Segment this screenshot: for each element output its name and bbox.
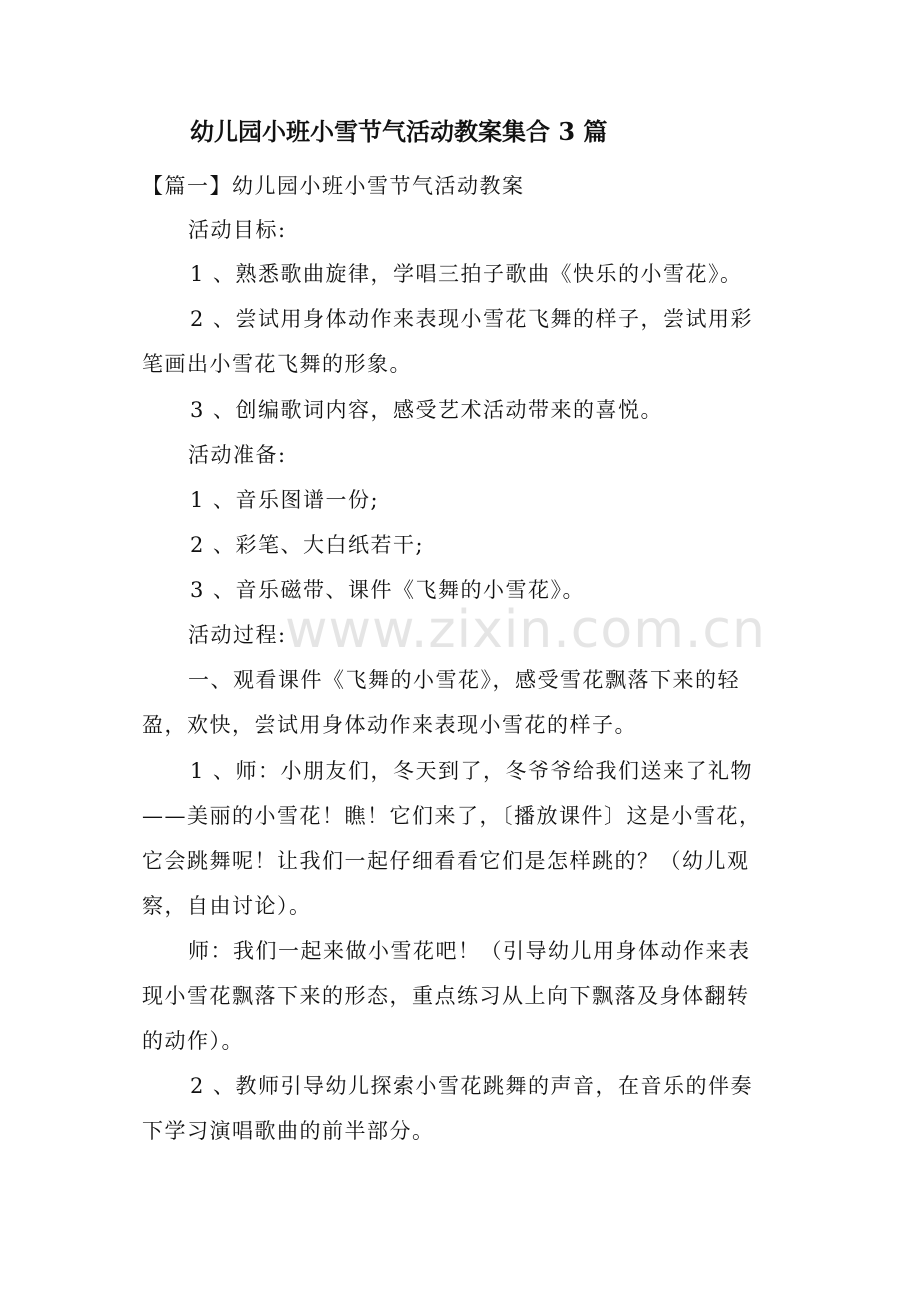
paragraph-line: 它会跳舞呢！让我们一起仔细看看它们是怎样跳的？（幼儿观	[142, 849, 750, 873]
document-title: 幼儿园小班小雪节气活动教案集合 3 篇	[190, 117, 608, 146]
paragraph-line: 3 、音乐磁带、课件《飞舞的小雪花》。	[190, 578, 586, 602]
paragraph-line: 1 、师：小朋友们，冬天到了，冬爷爷给我们送来了礼物	[190, 759, 754, 783]
paragraph-line: 笔画出小雪花飞舞的形象。	[142, 352, 412, 376]
paragraph-line: 活动过程:	[188, 623, 287, 647]
paragraph-line: ——美丽的小雪花！瞧！它们来了，〔播放课件〕这是小雪花，	[142, 804, 762, 828]
paragraph-line: 2 、教师引导幼儿探索小雪花跳舞的声音，在音乐的伴奏	[190, 1074, 754, 1098]
paragraph-line: 盈，欢快，尝试用身体动作来表现小雪花的样子。	[142, 713, 637, 737]
paragraph-line: 师：我们一起来做小雪花吧！（引导幼儿用身体动作来表	[188, 939, 751, 963]
paragraph-line: 2 、尝试用身体动作来表现小雪花飞舞的样子，尝试用彩	[190, 307, 754, 331]
section-heading: 【篇一】幼儿园小班小雪节气活动教案	[142, 174, 525, 198]
paragraph-line: 2 、彩笔、大白纸若干;	[190, 533, 425, 557]
paragraph-line: 一、观看课件《飞舞的小雪花》，感受雪花飘落下来的轻	[188, 668, 740, 692]
watermark: www.zixin.com.cn	[285, 600, 766, 660]
paragraph-line: 活动目标:	[188, 218, 287, 242]
paragraph-line: 活动准备:	[188, 443, 287, 467]
paragraph-line: 1 、音乐图谱一份;	[190, 488, 380, 512]
paragraph-line: 察，自由讨论）。	[142, 894, 312, 918]
paragraph-line: 3 、创编歌词内容，感受艺术活动带来的喜悦。	[190, 398, 664, 422]
paragraph-line: 下学习演唱歌曲的前半部分。	[142, 1119, 435, 1143]
paragraph-line: 现小雪花飘落下来的形态，重点练习从上向下飘落及身体翻转	[142, 984, 750, 1008]
paragraph-line: 的动作）。	[142, 1029, 244, 1053]
paragraph-line: 1 、熟悉歌曲旋律，学唱三拍子歌曲《快乐的小雪花》。	[190, 262, 743, 286]
